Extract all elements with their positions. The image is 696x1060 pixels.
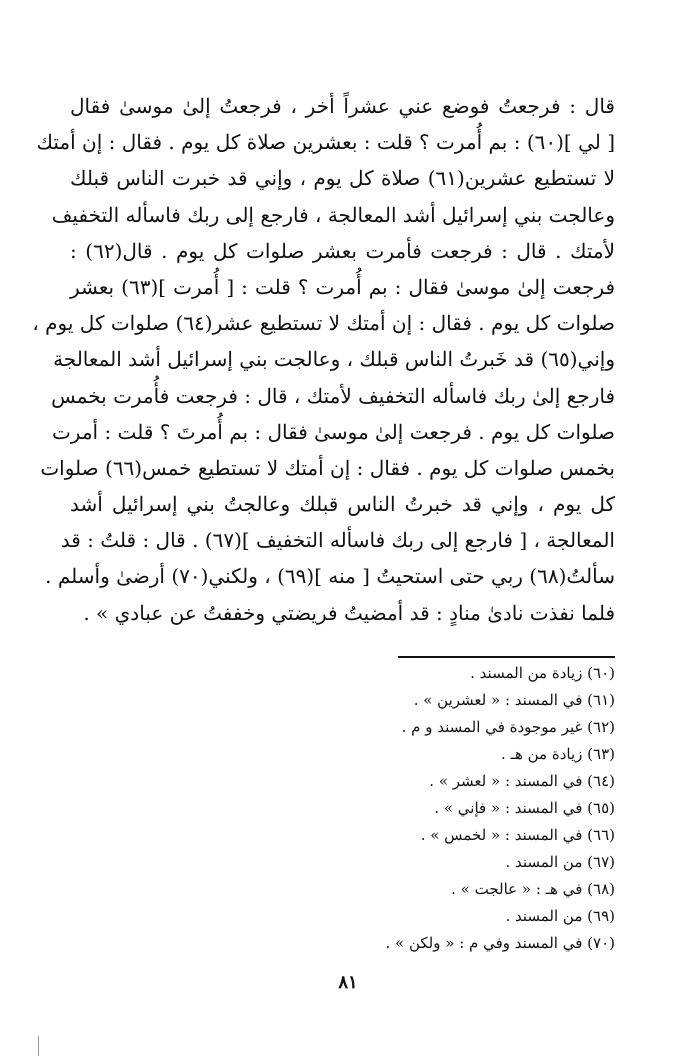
text-line: وعالجت بني إسرائيل أشد المعالجة ، فارجع إلى ربك فاسأله التخفيف [51, 202, 615, 227]
text-line: بخمس صلوات كل يوم . فقال : إن أمتك لا تستطيع خمس(٦٦) صلوات [40, 455, 615, 480]
text-line: سألتُ(٦٨) ربي حتى استحيتُ [ منه ](٦٩) ، ولكني(٧٠) أرضىٰ وأسلم . [45, 564, 615, 589]
text-line: لا تستطيع عشرين(٦١) صلاة كل يوم ، وإني قد خبرت الناس قبلك [70, 166, 615, 191]
text-line: فلما نفذت نادىٰ منادٍ : قد أمضيتُ فريضتي وخففتُ عن عبادي » . [83, 600, 615, 625]
footnote: (٦٣) زيادة من هـ . [501, 745, 615, 763]
text-line: كل يوم ، وإني قد خبرتُ الناس قبلك وعالجتُ بني إسرائيل أشد [70, 492, 615, 517]
text-line: فرجعت إلىٰ موسىٰ فقال : بم أُمرت ؟ قلت : [ أُمرت ](٦٣) بعشر [70, 274, 615, 299]
text-line: فارجع إلىٰ ربك فاسأله التخفيف لأمتك ، قال : فرجعت فأُمرت بخمس [51, 383, 615, 408]
footnote: (٦٦) في المسند : « لخمس » . [420, 826, 615, 844]
footnote: (٦٥) في المسند : « فإني » . [434, 799, 615, 817]
text-line: وإني(٦٥) قد خَبرتُ الناس قبلك ، وعالجت بني إسرائيل أشد المعالجة [53, 347, 615, 372]
footnote: (٦٤) في المسند : « لعشر » . [429, 772, 615, 790]
footnote-separator [398, 656, 615, 658]
page-number: ٨١ [338, 972, 358, 993]
text-line: صلوات كل يوم . فقال : إن أمتك لا تستطيع عشر(٦٤) صلوات كل يوم ، [32, 311, 615, 336]
footnote: (٦٧) من المسند . [505, 853, 615, 871]
text-line: قال : فرجعتُ فوضع عني عشراً أخر ، فرجعتُ إلىٰ موسىٰ فقال [70, 94, 615, 118]
text-line: صلوات كل يوم . فرجعت إلىٰ موسىٰ فقال : بم أُمرتَ ؟ قلت : أمرت [51, 419, 615, 444]
footnotes-block [300, 660, 615, 957]
text-line: [ لي ](٦٠) : بم أُمرت ؟ قلت : بعشرين صلاة كل يوم . فقال : إن أمتك [36, 130, 615, 155]
text-line: المعالجة ، [ فارجع إلى ربك فاسأله التخفيف ](٦٧) . قال : قلتُ : قد [60, 528, 615, 553]
main-text-block [32, 88, 616, 631]
footnote: (٦٢) غير موجودة في المسند و م . [401, 718, 615, 736]
footnote: (٦٠) زيادة من المسند . [470, 664, 615, 682]
scan-margin-mark [38, 1036, 39, 1056]
footnote: (٦٩) من المسند . [505, 907, 615, 925]
footnote: (٧٠) في المسند وفي م : « ولكن » . [385, 934, 615, 952]
footnote: (٦٨) في هـ : « عالجت » . [451, 880, 615, 898]
text-line: لأمتك . قال : فرجعت فأمرت بعشر صلوات كل يوم . قال(٦٢) : [70, 238, 616, 263]
footnote: (٦١) في المسند : « لعشرين » . [413, 691, 615, 709]
